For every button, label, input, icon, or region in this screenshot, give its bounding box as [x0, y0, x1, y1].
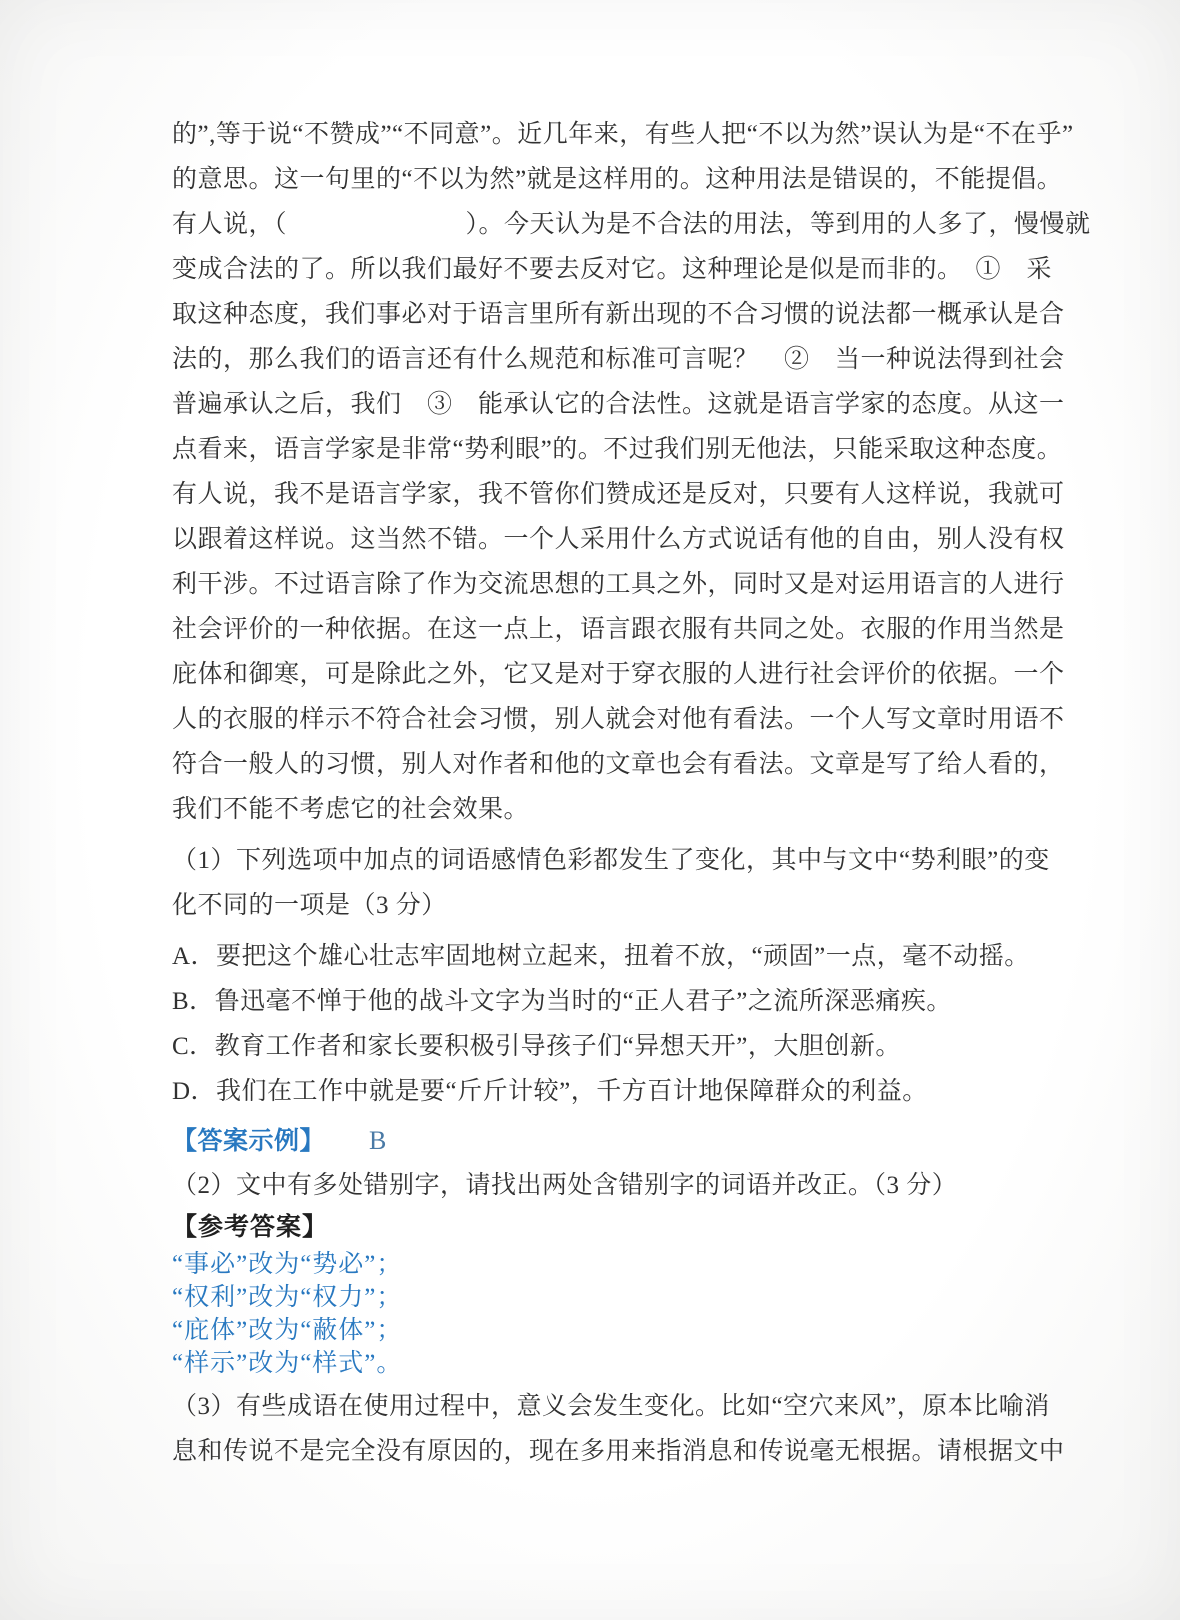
passage-line: 庇体和御寒，可是除此之外，它又是对于穿衣服的人进行社会评价的依据。一个 — [172, 661, 1065, 688]
reference-answer-label: 【参考答案】 — [172, 1214, 329, 1241]
question-1-line: （1）下列选项中加点的词语感情色彩都发生了变化，其中与文中“势利眼”的变 — [172, 847, 1050, 874]
reference-answer-item: “样示”改为“样式”。 — [172, 1350, 403, 1377]
option-b: B．鲁迅毫不惮于他的战斗文字为当时的“正人君子”之流所深恶痛疾。 — [172, 988, 952, 1015]
question-2-line: （2）文中有多处错别字，请找出两处含错别字的词语并改正。（3 分） — [172, 1172, 958, 1199]
passage-line: 取这种态度，我们事必对于语言里所有新出现的不合习惯的说法都一概承认是合 — [172, 301, 1065, 328]
option-a: A．要把这个雄心壮志牢固地树立起来，扭着不放，“顽固”一点，毫不动摇。 — [172, 943, 1030, 970]
question-3 — [172, 1384, 1120, 1474]
reference-answer-items — [172, 1248, 1120, 1380]
passage-line: 利干涉。不过语言除了作为交流思想的工具之外，同时又是对运用语言的人进行 — [172, 571, 1065, 598]
passage-line: 变成合法的了。所以我们最好不要去反对它。这种理论是似是而非的。 ① 采 — [172, 256, 1053, 283]
passage-line: 点看来，语言学家是非常“势利眼”的。不过我们别无他法，只能采取这种态度。 — [172, 436, 1063, 463]
passage-line: 以跟着这样说。这当然不错。一个人采用什么方式说话有他的自由，别人没有权 — [172, 526, 1065, 553]
passage-line: 的”,等于说“不赞成”“不同意”。近几年来，有些人把“不以为然”误认为是“不在乎” — [172, 121, 1074, 148]
passage-line: 法的，那么我们的语言还有什么规范和标准可言呢？ ② 当一种说法得到社会 — [172, 346, 1065, 373]
reference-answer — [172, 1208, 1120, 1380]
question-1-options — [172, 934, 1120, 1114]
passage-line: 社会评价的一种依据。在这一点上，语言跟衣服有共同之处。衣服的作用当然是 — [172, 616, 1065, 643]
passage-line: 我们不能不考虑它的社会效果。 — [172, 796, 530, 823]
passage-line: 的意思。这一句里的“不以为然”就是这样用的。这种用法是错误的，不能提倡。 — [172, 166, 1063, 193]
answer-example-line — [172, 1120, 1120, 1163]
passage-line: 普遍承认之后，我们 ③ 能承认它的合法性。这就是语言学家的态度。从这一 — [172, 391, 1065, 418]
reference-answer-item: “庇体”改为“蔽体”； — [172, 1317, 403, 1344]
passage-line: 符合一般人的习惯，别人对作者和他的文章也会有看法。文章是写了给人看的， — [172, 751, 1065, 778]
question-3-line: 息和传说不是完全没有原因的，现在多用来指消息和传说毫无根据。请根据文中 — [172, 1438, 1065, 1465]
question-1-line: 化不同的一项是（3 分） — [172, 892, 447, 919]
passage-line: 有人说，我不是语言学家，我不管你们赞成还是反对，只要有人这样说，我就可 — [172, 481, 1065, 508]
answer-example-label: 【答案示例】 — [172, 1128, 326, 1155]
answer-example-value: B — [369, 1126, 387, 1155]
reference-answer-item: “权利”改为“权力”； — [172, 1284, 403, 1311]
passage-line: 人的衣服的样示不符合社会习惯，别人就会对他有看法。一个人写文章时用语不 — [172, 706, 1065, 733]
document-body — [172, 112, 1120, 1474]
passage — [172, 112, 1120, 832]
option-d: D．我们在工作中就是要“斤斤计较”，千方百计地保障群众的利益。 — [172, 1078, 928, 1105]
reference-answer-item: “事必”改为“势必”； — [172, 1251, 403, 1278]
question-3-line: （3）有些成语在使用过程中，意义会发生变化。比如“空穴来风”，原本比喻消 — [172, 1393, 1050, 1420]
question-1 — [172, 838, 1120, 928]
passage-line: 有人说，（ ）。今天认为是不合法的用法，等到用的人多了，慢慢就 — [172, 211, 1091, 238]
option-c: C．教育工作者和家长要积极引导孩子们“异想天开”，大胆创新。 — [172, 1033, 901, 1060]
